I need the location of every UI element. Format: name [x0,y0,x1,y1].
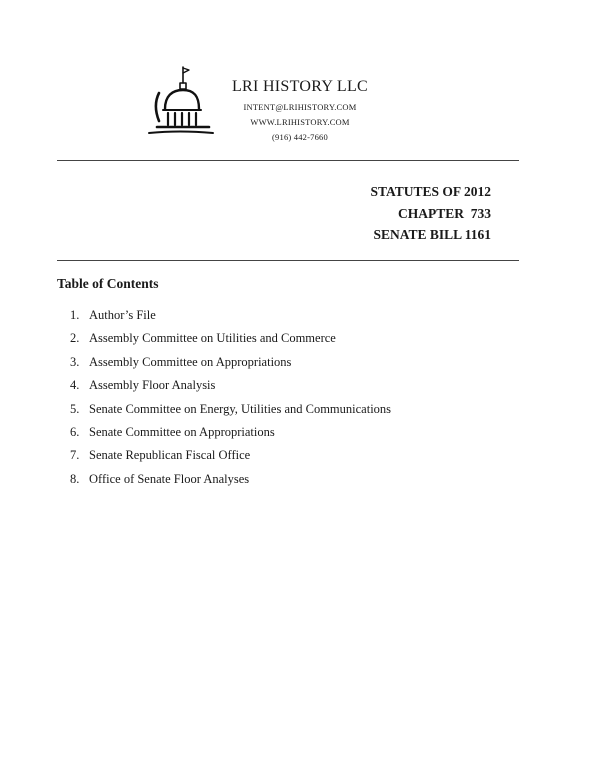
toc-heading: Table of Contents [57,276,159,291]
toc-item [70,330,391,353]
toc-list [70,307,391,494]
toc-item-label: Office of Senate Floor Analyses [89,471,250,486]
toc-item-number: 7. [70,448,80,463]
contact-phone: (916) 442-7660 [272,132,328,142]
toc-item [70,401,391,424]
toc-item [70,307,391,330]
toc-item-label: Assembly Committee on Utilities and Commerce [89,331,336,346]
toc-item-label: Senate Committee on Appropriations [89,424,275,439]
toc-item [70,424,391,447]
toc-item-number: 6. [70,424,80,439]
toc-item-label: Senate Republican Fiscal Office [89,448,251,463]
statute-chapter: CHAPTER 733 [397,205,491,221]
toc-item-label: Assembly Floor Analysis [89,378,216,393]
letterhead [220,78,380,145]
toc-item-label: Senate Committee on Energy, Utilities and Communications [89,401,392,416]
toc-item-number: 2. [70,331,80,346]
toc-item-label: Author’s File [89,308,156,322]
header-divider [57,160,519,161]
toc-item-number: 4. [70,378,80,393]
toc-item-number: 8. [70,471,80,486]
toc-item [70,377,391,400]
toc-item [70,447,391,470]
toc-item-number: 3. [70,354,80,369]
section-divider [57,260,519,261]
statute-bill: SENATE BILL 1161 [373,227,491,242]
toc-item-number: 5. [70,401,80,416]
capitol-dome-logo [143,63,215,139]
toc-item [70,354,391,377]
toc-item-label: Assembly Committee on Appropriations [89,354,292,369]
company-name: LRI HISTORY LLC [231,78,369,95]
contact-website: WWW.LRIHISTORY.COM [250,117,350,127]
contact-email: INTENT@LRIHISTORY.COM [243,102,357,112]
toc-item [70,471,391,494]
statute-year: STATUTES OF 2012 [370,184,491,199]
statute-info [370,181,491,246]
toc-item-number: 1. [70,308,80,322]
